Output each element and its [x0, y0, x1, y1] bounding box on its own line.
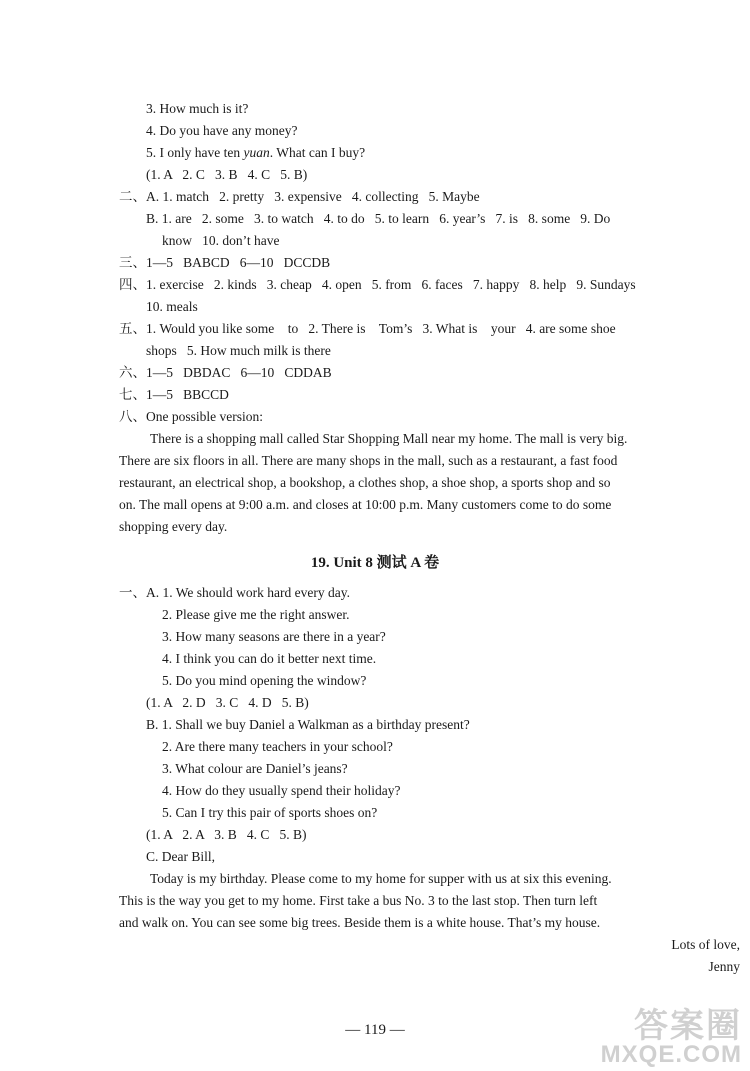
letter-line: This is the way you get to my home. First take a bus No. 3 to the last stop. Then turn left — [119, 893, 598, 908]
letter-salutation: C. Dear Bill, — [146, 849, 215, 864]
section-5: 五、1. Would you like some to 2. There is Tom’s 3. What is your 4. are some shoe — [119, 321, 616, 336]
unit-b-line: 3. What colour are Daniel’s jeans? — [162, 761, 348, 776]
essay-line: restaurant, an electrical shop, a bookshop, a clothes shop, a shoe shop, a sports shop and so — [119, 475, 611, 490]
letter-line: and walk on. You can see some big trees. Beside them is a white house. That’s my house. — [119, 915, 601, 930]
section-2-a: 二、A. 1. match 2. pretty 3. expensive 4. collecting 5. Maybe — [119, 189, 480, 204]
unit-a-line: 4. I think you can do it better next time. — [162, 651, 377, 666]
essay-line: on. The mall opens at 9:00 a.m. and closes at 10:00 p.m. Many customers come to do some — [119, 497, 612, 512]
page-number: — 119 — — [345, 1022, 405, 1038]
letter-closing: Lots of love, — [671, 937, 740, 952]
section-4: 四、1. exercise 2. kinds 3. cheap 4. open 5. from 6. faces 7. happy 8. help 9. Sundays — [119, 277, 636, 292]
unit-b-line: 4. How do they usually spend their holiday? — [162, 783, 401, 798]
section-2-b: B. 1. are 2. some 3. to watch 4. to do 5. to learn 6. year’s 7. is 8. some 9. Do — [146, 211, 611, 226]
unit-a-line: 2. Please give me the right answer. — [162, 607, 350, 622]
watermark-text: 答案圈 — [634, 1007, 742, 1045]
section-8-head: 八、One possible version: — [119, 409, 263, 424]
answer-line: 3. How much is it? — [146, 101, 249, 116]
answer-key-line: (1. A 2. C 3. B 4. C 5. B) — [146, 167, 308, 182]
unit-a-key: (1. A 2. D 3. C 4. D 5. B) — [146, 695, 309, 710]
answer-line: 5. I only have ten yuan. What can I buy? — [146, 145, 366, 160]
essay-line: shopping every day. — [119, 519, 228, 534]
unit-title: 19. Unit 8 测试 A 卷 — [310, 555, 440, 571]
letter-line: Today is my birthday. Please come to my home for supper with us at six this evening. — [150, 871, 612, 886]
section-2-b-cont: know 10. don’t have — [162, 233, 280, 248]
letter-signature: Jenny — [708, 959, 740, 974]
section-5-cont: shops 5. How much milk is there — [146, 343, 331, 358]
essay-line: There are six floors in all. There are many shops in the mall, such as a restaurant, a fast food — [119, 453, 618, 468]
unit-a-line: 一、A. 1. We should work hard every day. — [119, 585, 350, 600]
unit-a-line: 5. Do you mind opening the window? — [162, 673, 367, 688]
unit-b-line: B. 1. Shall we buy Daniel a Walkman as a birthday present? — [146, 717, 470, 732]
section-6: 六、1—5 DBDAC 6—10 CDDAB — [119, 365, 332, 380]
answer-line: 4. Do you have any money? — [146, 123, 298, 138]
unit-b-key: (1. A 2. A 3. B 4. C 5. B) — [146, 827, 307, 842]
unit-b-line: 5. Can I try this pair of sports shoes on? — [162, 805, 378, 820]
section-3: 三、1—5 BABCD 6—10 DCCDB — [119, 255, 331, 270]
essay-line: There is a shopping mall called Star Shopping Mall near my home. The mall is very big. — [150, 431, 628, 446]
section-4-cont: 10. meals — [146, 299, 198, 314]
unit-a-line: 3. How many seasons are there in a year? — [162, 629, 386, 644]
watermark-url: MXQE.COM — [600, 1041, 742, 1068]
unit-b-line: 2. Are there many teachers in your school? — [162, 739, 393, 754]
section-7: 七、1—5 BBCCD — [119, 387, 229, 402]
watermark-logo — [601, 1009, 742, 1067]
